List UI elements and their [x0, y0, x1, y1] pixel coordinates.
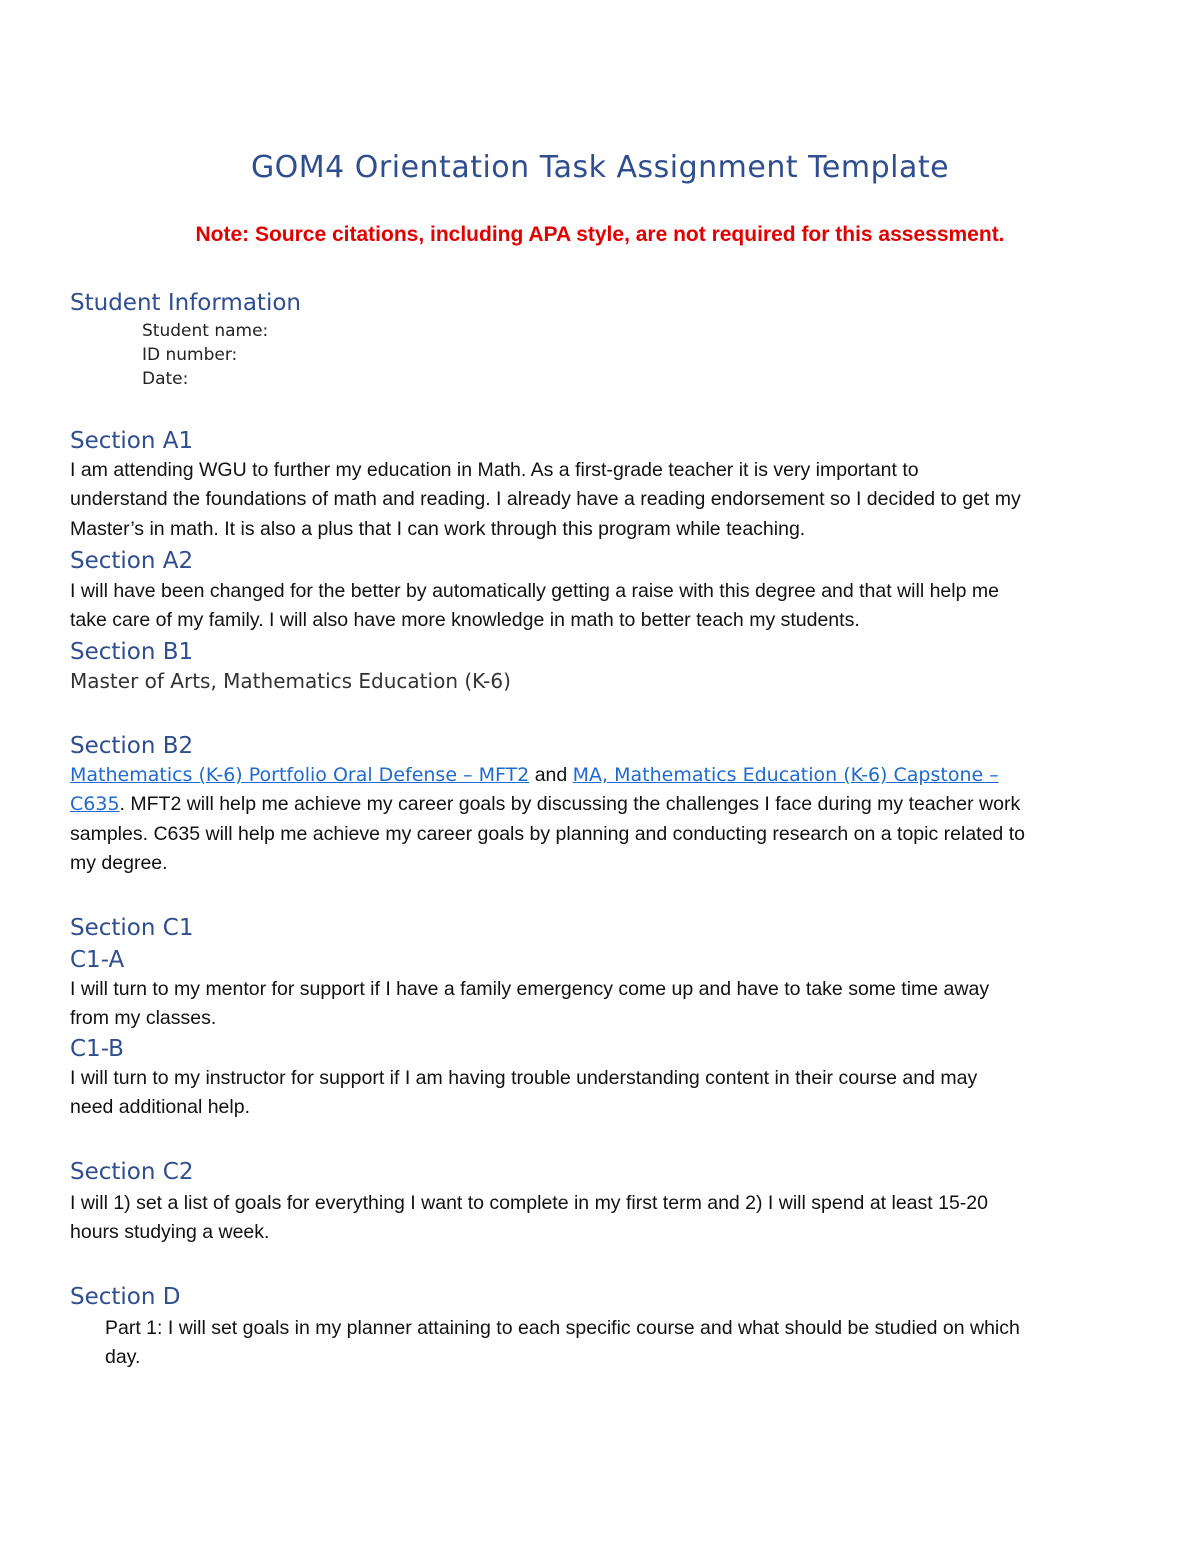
paragraph-line: understand the foundations of math and reading. I already have a reading endorsement so I decided to get my	[70, 488, 1021, 511]
student-info-heading: Student Information	[70, 290, 301, 316]
paragraph-line: samples. C635 will help me achieve my career goals by planning and conducting research on a topic related to	[70, 822, 1025, 845]
document-title: GOM4 Orientation Task Assignment Template	[250, 150, 950, 185]
paragraph-line: take care of my family. I will also have more knowledge in math to better teach my students.	[70, 609, 860, 632]
c1-b-text	[70, 1064, 1145, 1123]
section-c2-heading: Section C2	[70, 1159, 194, 1185]
section-a2-heading: Section A2	[70, 548, 194, 574]
paragraph-line: I will 1) set a list of goals for everything I want to complete in my first term and 2) I will spend at least 15-20	[70, 1192, 988, 1214]
paragraph-line: my degree.	[70, 851, 168, 874]
section-c1-heading: Section C1	[70, 915, 194, 941]
section-b2-text	[70, 761, 1145, 878]
section-b1-heading: Section B1	[70, 639, 194, 665]
mft2-course-link[interactable]: Mathematics (K-6) Portfolio Oral Defense – MFT2	[70, 764, 530, 786]
paragraph-line: I will turn to my instructor for support if I am having trouble understanding content in their course and may	[70, 1067, 978, 1089]
c1-b-heading: C1-B	[70, 1036, 124, 1062]
student-name-label: Student name:	[142, 321, 269, 341]
note-text: Note: Source citations, including APA style, are not required for this assessment.	[195, 223, 1005, 246]
paragraph-line	[70, 790, 1145, 819]
paragraph-line	[70, 761, 1145, 790]
paragraph-line: from my classes.	[70, 1007, 217, 1030]
b2-text-rest: . MFT2 will help me achieve my career goals by discussing the challenges I face during my teacher work	[119, 793, 1021, 816]
paragraph-line: hours studying a week.	[70, 1221, 270, 1244]
c1-a-heading: C1-A	[70, 947, 125, 973]
section-b2-heading: Section B2	[70, 733, 194, 759]
date-label: Date:	[142, 369, 189, 389]
section-a2-text	[70, 577, 1145, 636]
paragraph-line: I am attending WGU to further my education in Math. As a first-grade teacher it is very important to	[70, 459, 919, 481]
and-text: and	[529, 764, 573, 786]
id-number-label: ID number:	[142, 345, 238, 365]
paragraph-line: Part 1: I will set goals in my planner attaining to each specific course and what should be studied on which	[105, 1317, 1020, 1339]
paragraph-line: Master’s in math. It is also a plus that I can work through this program while teaching.	[70, 517, 806, 540]
paragraph-line: I will have been changed for the better by automatically getting a raise with this degree and that will help me	[70, 580, 999, 602]
section-a1-text	[70, 456, 1145, 544]
section-d-text	[105, 1314, 1145, 1373]
paragraph-line: day.	[105, 1346, 141, 1369]
section-c2-text	[70, 1189, 1145, 1248]
c635-course-link-cont[interactable]: C635	[70, 793, 120, 816]
paragraph-line: I will turn to my mentor for support if I have a family emergency come up and have to take some time away	[70, 978, 990, 1000]
section-d-heading: Section D	[70, 1284, 181, 1310]
paragraph-line: need additional help.	[70, 1096, 250, 1119]
c635-course-link[interactable]: MA, Mathematics Education (K-6) Capstone –	[572, 764, 999, 786]
c1-a-text	[70, 975, 1145, 1034]
degree-name: Master of Arts, Mathematics Education (K-6)	[70, 669, 511, 693]
section-a1-heading: Section A1	[70, 428, 194, 454]
